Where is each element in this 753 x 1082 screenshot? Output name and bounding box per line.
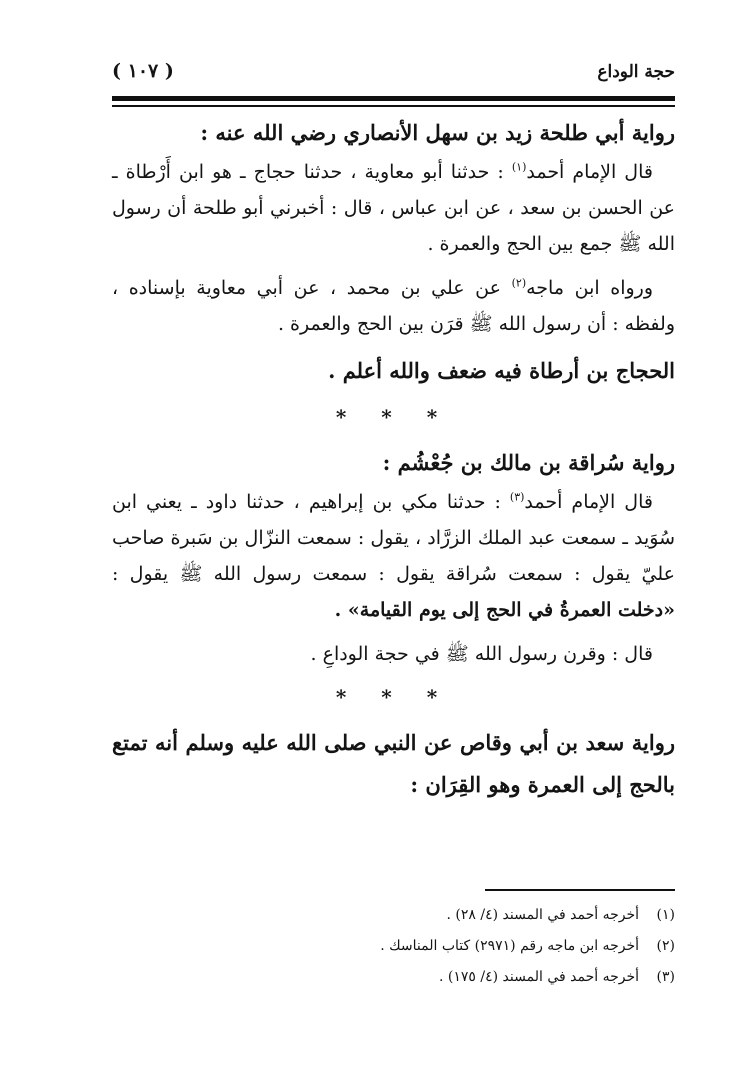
section-heading-saad: رواية سعد بن أبي وقاص عن النبي صلى الله عليه وسلم أنه تمتع بالحج إلى العمرة وهو القِرَان : bbox=[112, 730, 675, 797]
footnote-text: أخرجه ابن ماجه رقم (٢٩٧١) كتاب المناسك . bbox=[380, 938, 639, 954]
page-header bbox=[112, 60, 675, 90]
header-rule-thick bbox=[112, 96, 675, 101]
main-text bbox=[112, 112, 675, 806]
footnote-text: أخرجه أحمد في المسند (٤/ ١٧٥) . bbox=[439, 969, 639, 985]
footnote-item bbox=[112, 962, 675, 993]
footnote-text: أخرجه أحمد في المسند (٤/ ٢٨) . bbox=[446, 907, 639, 923]
footnote-number: (٢) bbox=[656, 938, 675, 954]
footnote-item bbox=[112, 900, 675, 931]
paragraph-text: ورواه ابن ماجه bbox=[526, 277, 653, 299]
grading-note: الحجاج بن أرطاة فيه ضعف والله أعلم . bbox=[328, 358, 675, 383]
paragraph-text: : حدثنا أبو معاوية ، حدثنا حجاج ـ هو ابن أَرْطاة ـ عن الحسن بن سعد ، عن ابن عباس ، قال : أخبرني أبو طلحة أن رسول الله ﷺ جمع بين الحج والعمرة . bbox=[112, 161, 675, 255]
page-number: ( ١٠٧ ) bbox=[112, 60, 174, 82]
header-rule-thin bbox=[112, 105, 675, 107]
paragraph-ahmad-narration bbox=[112, 154, 675, 262]
section-separator: * * * bbox=[335, 405, 452, 429]
paragraph-text: قال الإمام أحمد bbox=[526, 161, 653, 183]
section-heading-suraqa: رواية سُراقة بن مالك بن جُعْشُم : bbox=[382, 450, 675, 475]
paragraph-qiran-statement: قال : وقرن رسول الله ﷺ في حجة الوداعِ . bbox=[310, 643, 653, 665]
section-separator: * * * bbox=[335, 685, 452, 709]
section-heading-abu-talha: رواية أبي طلحة زيد بن سهل الأنصاري رضي الله عنه : bbox=[200, 120, 675, 145]
footnote-ref: (٢) bbox=[511, 276, 527, 290]
footnote-item bbox=[112, 931, 675, 962]
paragraph-text: قال الإمام أحمد bbox=[524, 491, 653, 513]
footnote-number: (٣) bbox=[656, 969, 675, 985]
footnote-number: (١) bbox=[656, 907, 675, 923]
footnote-rule bbox=[485, 889, 675, 891]
paragraph-text: عن علي بن محمد ، عن أبي معاوية بإسناده ، ولفظه : أن رسول الله ﷺ قرَن بين الحج والعمرة . bbox=[112, 277, 675, 335]
footnote-ref: (١) bbox=[511, 160, 527, 174]
paragraph-text: : حدثنا مكي بن إبراهيم ، حدثنا داود ـ يعني ابن سُوَيد ـ سمعت عبد الملك الزرَّاد ، يقول : سمعت النزّال بن سَبرة صاحب عليّ يقول : سمعت سُراقة يقول : سمعت رسول الله ﷺ يقول : bbox=[112, 491, 675, 585]
paragraph-suraqa-narration bbox=[112, 484, 675, 628]
footnotes bbox=[112, 900, 675, 993]
running-title: حجة الوداع bbox=[597, 62, 675, 82]
hadith-quote: «دخلت العمرةُ في الحج إلى يوم القيامة» . bbox=[334, 599, 675, 621]
paragraph-ibn-majah-narration bbox=[112, 270, 675, 342]
footnote-ref: (٣) bbox=[509, 490, 525, 504]
